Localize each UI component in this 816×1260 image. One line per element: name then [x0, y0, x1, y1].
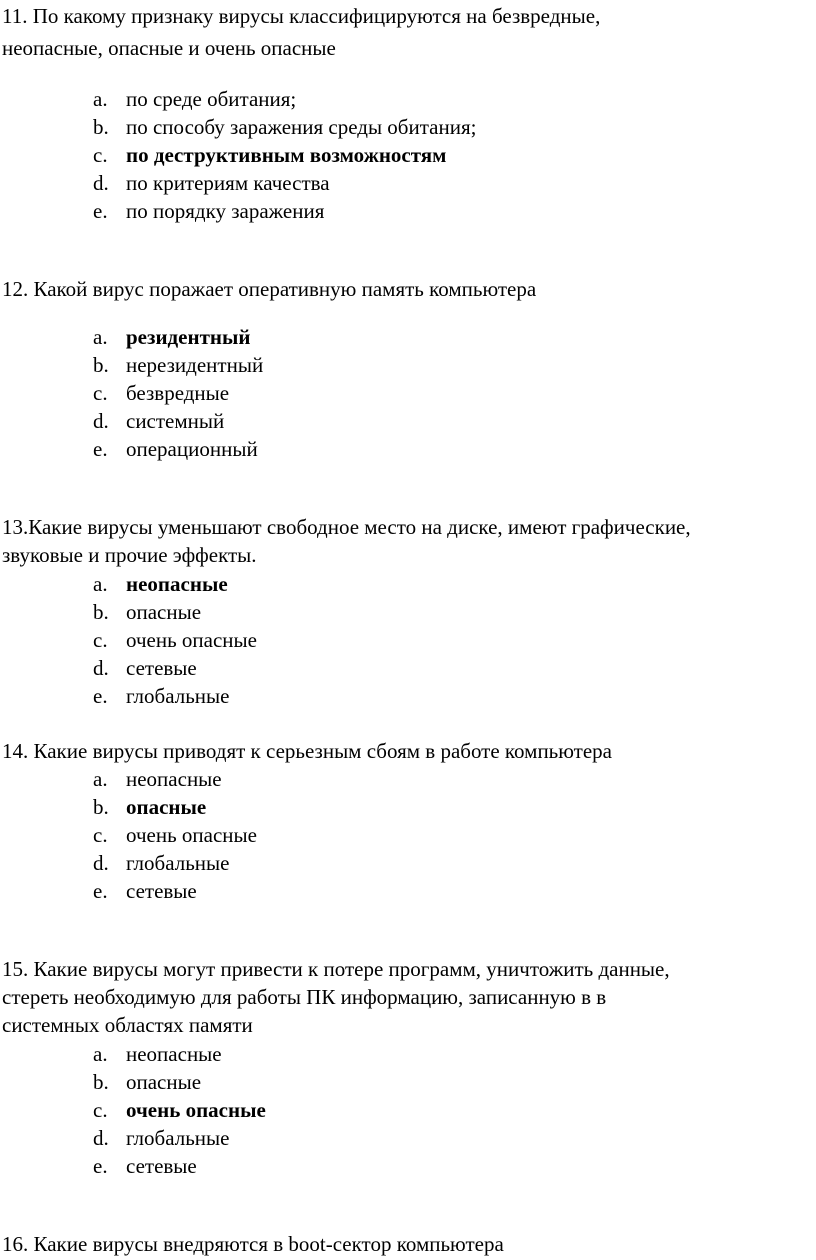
question-text: 13.Какие вирусы уменьшают свободное место на диске, имеют графические, — [2, 515, 691, 539]
option-letter: b. — [93, 115, 109, 139]
option-text-correct: резидентный — [126, 325, 251, 349]
option-text: очень опасные — [126, 628, 257, 652]
option-letter: b. — [93, 353, 109, 377]
option-letter: d. — [93, 1126, 109, 1150]
option-letter: c. — [93, 628, 108, 652]
option-text: безвредные — [126, 381, 230, 405]
option-letter: d. — [93, 409, 109, 433]
option-text: системный — [126, 409, 225, 433]
question-text: неопасные, опасные и очень опасные — [2, 36, 336, 60]
option-text-correct: очень опасные — [126, 1098, 266, 1122]
option-letter: a. — [93, 325, 108, 349]
option-text: операционный — [126, 437, 258, 461]
option-text: сетевые — [126, 879, 197, 903]
option-letter: e. — [93, 1154, 108, 1178]
option-letter: b. — [93, 795, 109, 819]
option-text: по среде обитания; — [126, 87, 297, 111]
question-text: 16. Какие вирусы внедряются в boot-сектор компьютера — [2, 1232, 504, 1256]
option-letter: c. — [93, 823, 108, 847]
option-text: очень опасные — [126, 823, 257, 847]
option-letter: a. — [93, 87, 108, 111]
question-text: стереть необходимую для работы ПК информацию, записанную в в — [2, 985, 607, 1009]
option-text: сетевые — [126, 1154, 197, 1178]
option-text: опасные — [126, 600, 202, 624]
option-text: неопасные — [126, 767, 222, 791]
option-text: по способу заражения среды обитания; — [126, 115, 477, 139]
option-letter: a. — [93, 767, 108, 791]
option-text-correct: опасные — [126, 795, 207, 819]
option-text: нерезидентный — [126, 353, 264, 377]
option-letter: c. — [93, 143, 108, 167]
option-letter: c. — [93, 1098, 108, 1122]
option-letter: d. — [93, 656, 109, 680]
option-letter: a. — [93, 1042, 108, 1066]
option-letter: c. — [93, 381, 108, 405]
option-letter: b. — [93, 1070, 109, 1094]
option-letter: d. — [93, 851, 109, 875]
option-text: глобальные — [126, 851, 230, 875]
option-letter: e. — [93, 437, 108, 461]
option-text-correct: по деструктивным возможностям — [126, 143, 447, 167]
option-text-correct: неопасные — [126, 572, 228, 596]
question-text: системных областях памяти — [2, 1013, 253, 1037]
question-text: 11. По какому признаку вирусы классифицируются на безвредные, — [2, 4, 601, 28]
option-letter: e. — [93, 684, 108, 708]
option-letter: a. — [93, 572, 108, 596]
question-text: 12. Какой вирус поражает оперативную память компьютера — [2, 277, 537, 301]
option-text: опасные — [126, 1070, 202, 1094]
option-text: по критериям качества — [126, 171, 330, 195]
question-text: звуковые и прочие эффекты. — [2, 543, 257, 567]
option-letter: e. — [93, 879, 108, 903]
option-letter: e. — [93, 199, 108, 223]
question-text: 14. Какие вирусы приводят к серьезным сбоям в работе компьютера — [2, 739, 612, 763]
option-text: неопасные — [126, 1042, 222, 1066]
option-text: сетевые — [126, 656, 197, 680]
option-letter: b. — [93, 600, 109, 624]
option-text: глобальные — [126, 684, 230, 708]
option-letter: d. — [93, 171, 109, 195]
question-text: 15. Какие вирусы могут привести к потере программ, уничтожить данные, — [2, 957, 670, 981]
option-text: глобальные — [126, 1126, 230, 1150]
option-text: по порядку заражения — [126, 199, 325, 223]
